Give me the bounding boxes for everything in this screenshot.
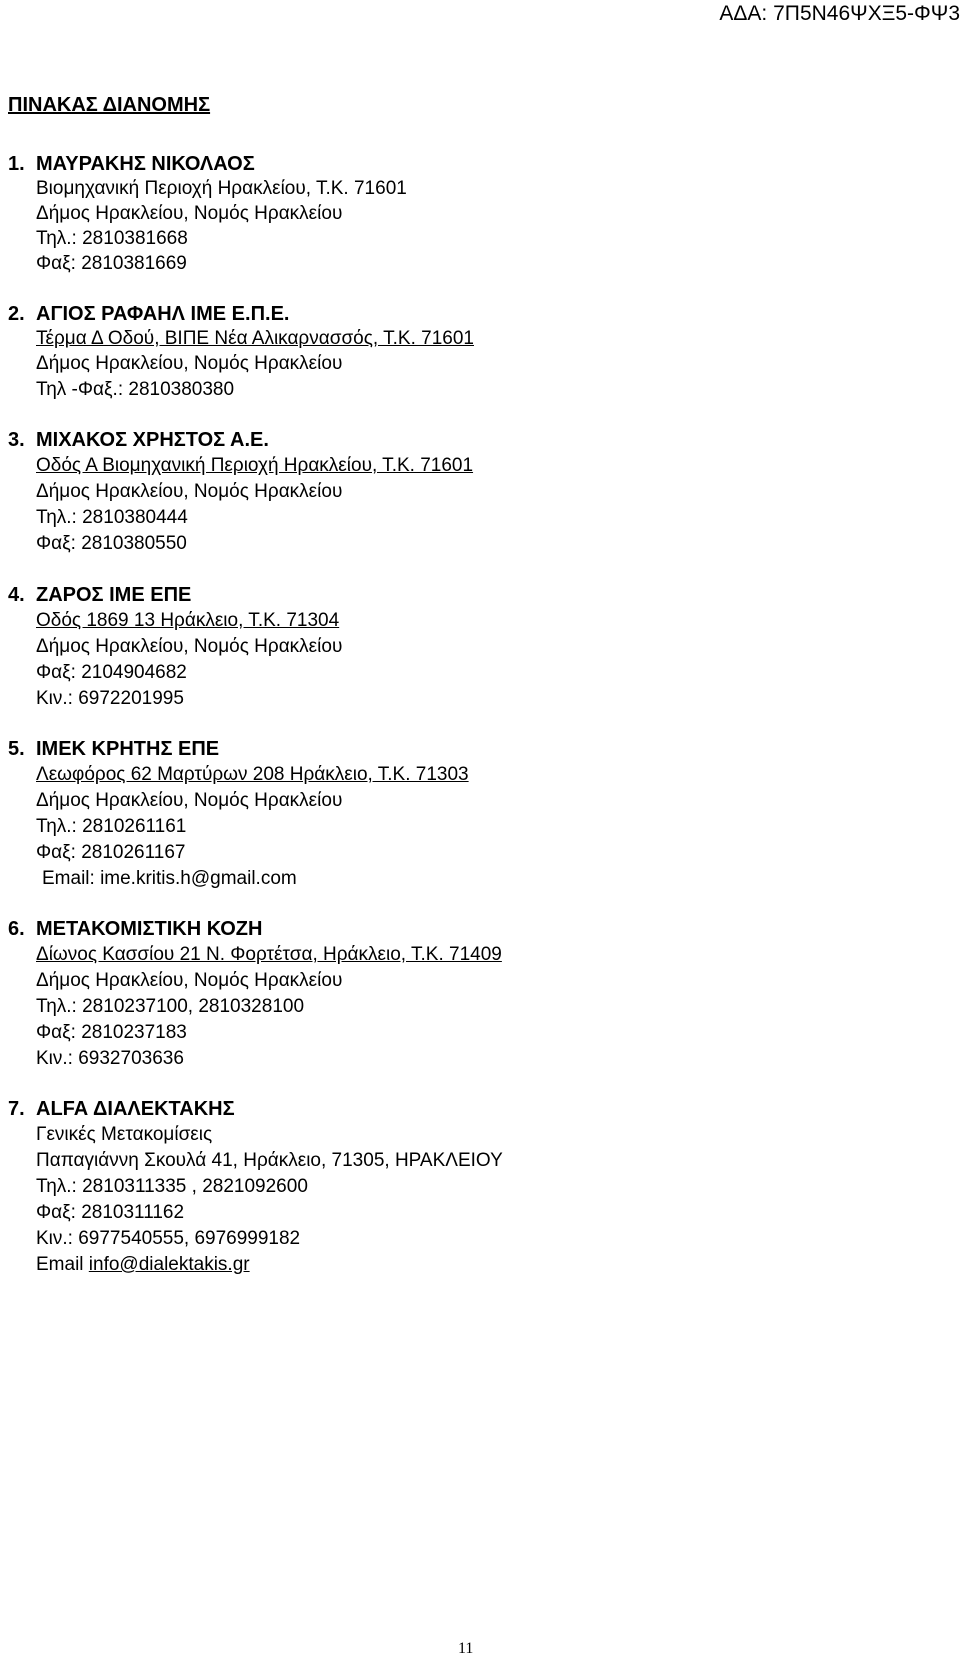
entry-7-email-row: [36, 1254, 250, 1276]
entry-1-phone: Τηλ.: 2810381668: [36, 228, 188, 249]
entry-6-phone: Τηλ.: 2810237100, 2810328100: [36, 996, 305, 1017]
entry-1-fax: Φαξ: 2810381669: [36, 253, 187, 274]
entry-7-email-link[interactable]: info@dialektakis.gr: [88, 1254, 250, 1275]
entry-4-address: Οδός 1869 13 Ηράκλειο, Τ.Κ. 71304: [36, 610, 340, 631]
entry-7-name: ALFA ΔΙΑΛΕΚΤΑΚΗΣ: [36, 1098, 235, 1120]
entry-2-number: 2.: [8, 303, 25, 325]
entry-5-email: Email: ime.kritis.h@gmail.com: [42, 868, 297, 889]
entry-6-name: ΜΕΤΑΚΟΜΙΣΤΙΚΗ ΚΟΖΗ: [36, 918, 263, 940]
entry-5-municipality: Δήμος Ηρακλείου, Νομός Ηρακλείου: [36, 790, 343, 811]
entry-3-address: Οδός Α Βιομηχανική Περιοχή Ηρακλείου, Τ.Κ. 71601: [36, 455, 474, 476]
entry-5-address: Λεωφόρος 62 Μαρτύρων 208 Ηράκλειο, Τ.Κ. 71303: [36, 764, 469, 785]
entry-7-address: Παπαγιάννη Σκουλά 41, Ηράκλειο, 71305, ΗΡΑΚΛΕΙΟΥ: [36, 1150, 503, 1171]
entry-5-phone: Τηλ.: 2810261161: [36, 816, 187, 837]
entry-1-number: 1.: [8, 153, 25, 175]
entry-7-description: Γενικές Μετακομίσεις: [36, 1124, 213, 1145]
entry-6-mobile: Κιν.: 6932703636: [36, 1048, 184, 1069]
entry-7-number: 7.: [8, 1098, 25, 1120]
entry-4-fax: Φαξ: 2104904682: [36, 662, 187, 683]
entry-3-name: ΜΙΧΑΚΟΣ ΧΡΗΣΤΟΣ Α.Ε.: [36, 429, 269, 451]
entry-2-phone-fax: Τηλ -Φαξ.: 2810380380: [36, 379, 235, 400]
entry-3-fax: Φαξ: 2810380550: [36, 533, 187, 554]
entry-4-municipality: Δήμος Ηρακλείου, Νομός Ηρακλείου: [36, 636, 343, 657]
distribution-table-title: ΠΙΝΑΚΑΣ ΔΙΑΝΟΜΗΣ: [8, 94, 211, 116]
entry-2-municipality: Δήμος Ηρακλείου, Νομός Ηρακλείου: [36, 353, 343, 374]
entry-3-municipality: Δήμος Ηρακλείου, Νομός Ηρακλείου: [36, 481, 343, 502]
entry-2-name: ΑΓΙΟΣ ΡΑΦΑΗΛ ΙΜΕ Ε.Π.Ε.: [36, 303, 290, 325]
entry-1-address: Βιομηχανική Περιοχή Ηρακλείου, Τ.Κ. 71601: [36, 178, 407, 199]
entry-5-fax: Φαξ: 2810261167: [36, 842, 186, 863]
entry-6-municipality: Δήμος Ηρακλείου, Νομός Ηρακλείου: [36, 970, 343, 991]
entry-5-name: ΙΜΕΚ ΚΡΗΤΗΣ ΕΠΕ: [36, 738, 220, 760]
entry-6-fax: Φαξ: 2810237183: [36, 1022, 187, 1043]
document-code: ΑΔΑ: 7Π5Ν46ΨΧΞ5-ΦΨ3: [719, 2, 960, 25]
entry-3-number: 3.: [8, 429, 25, 451]
entry-1-name: ΜΑΥΡΑΚΗΣ ΝΙΚΟΛΑΟΣ: [36, 153, 255, 175]
entry-4-name: ΖΑΡΟΣ ΙΜΕ ΕΠΕ: [36, 584, 192, 606]
entry-2-address: Τέρμα Δ Οδού, ΒΙΠΕ Νέα Αλικαρνασσός, Τ.Κ. 71601: [36, 328, 474, 349]
page-number: 11: [458, 1640, 474, 1657]
entry-7-email-label: Email: [36, 1254, 84, 1275]
entry-7-fax: Φαξ: 2810311162: [36, 1202, 185, 1223]
entry-4-number: 4.: [8, 584, 25, 606]
entry-7-mobile: Κιν.: 6977540555, 6976999182: [36, 1228, 301, 1249]
entry-6-number: 6.: [8, 918, 25, 940]
entry-4-mobile: Κιν.: 6972201995: [36, 688, 184, 709]
entry-1-municipality: Δήμος Ηρακλείου, Νομός Ηρακλείου: [36, 203, 343, 224]
entry-6-address: Δίωνος Κασσίου 21 Ν. Φορτέτσα, Ηράκλειο, Τ.Κ. 71409: [36, 944, 502, 965]
entry-3-phone: Τηλ.: 2810380444: [36, 507, 188, 528]
entry-7-phone: Τηλ.: 2810311335 , 2821092600: [36, 1176, 308, 1197]
entry-5-number: 5.: [8, 738, 25, 760]
